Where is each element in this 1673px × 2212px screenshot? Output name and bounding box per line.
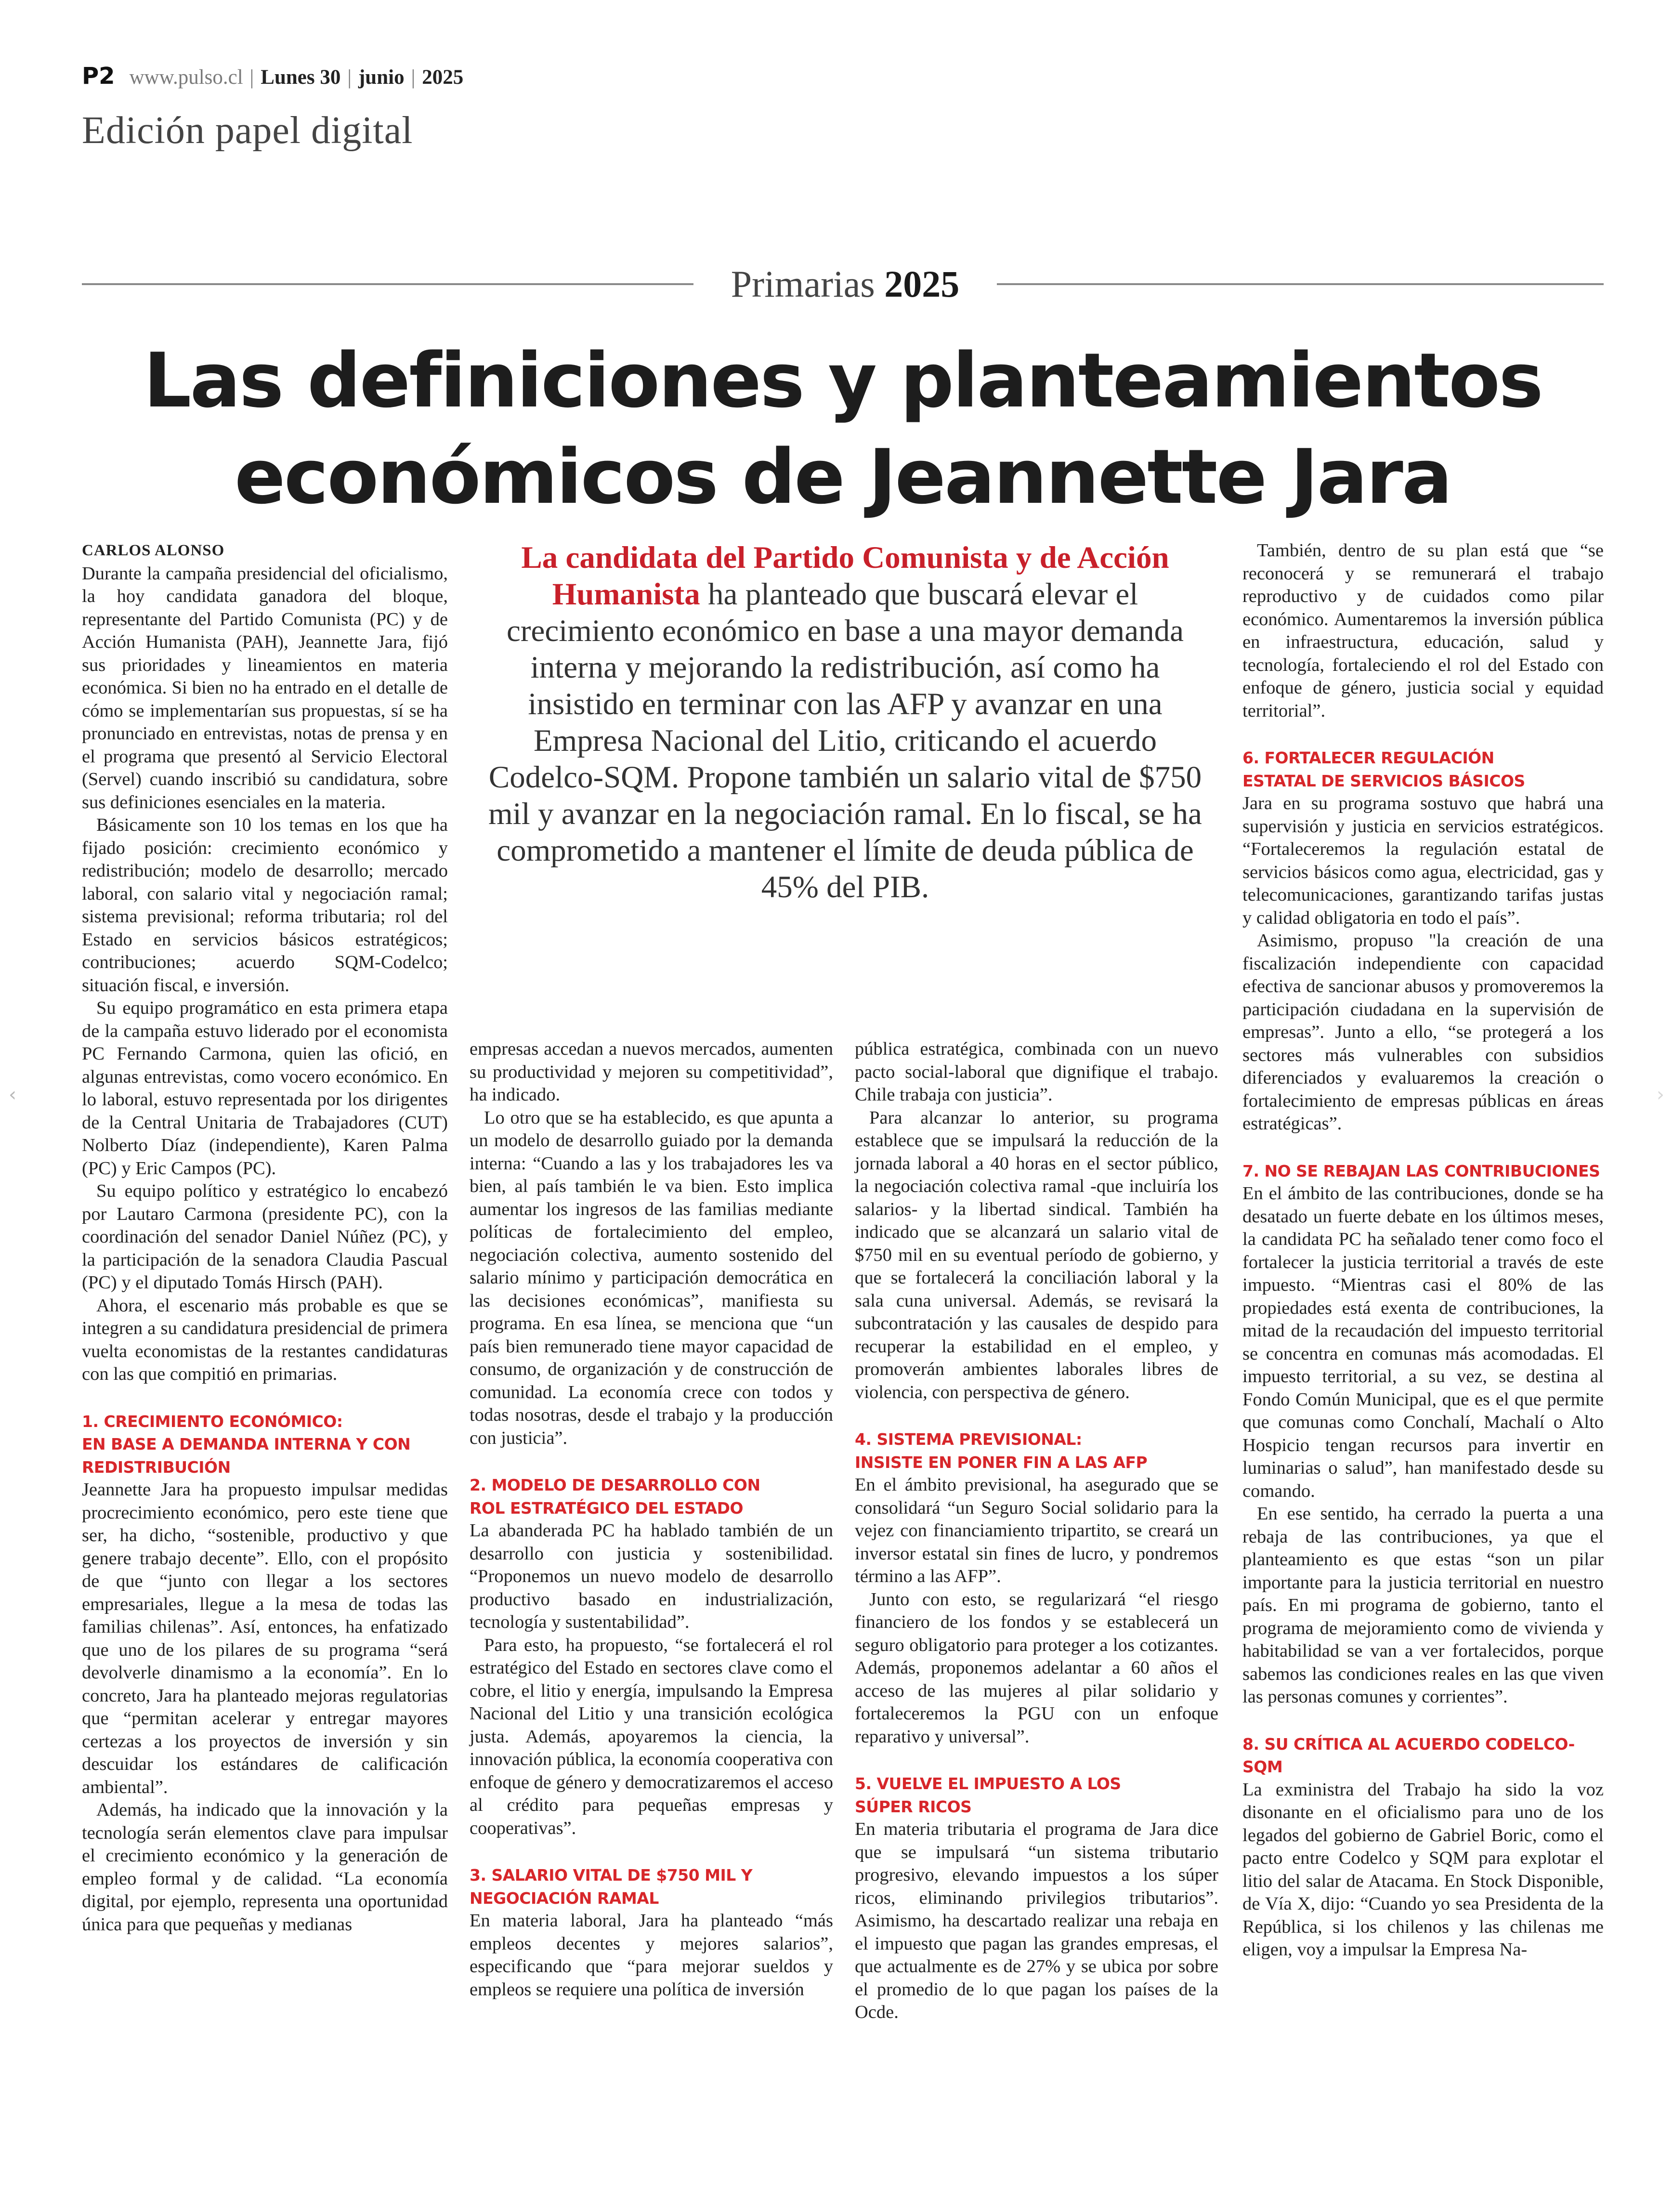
subheading-sistema-previsional [855,1428,1218,1474]
lede-highlight: La candidata del Partido Comunista y de Acción Humanista [521,540,1169,612]
site-url: www.pulso.cl [129,66,243,89]
subheading-line: 7. NO SE REBAJAN LAS CONTRIBUCIONES [1242,1161,1600,1180]
subheading-line: 4. SISTEMA PREVISIONAL: [855,1430,1082,1449]
paragraph: Asimismo, propuso "la creación de una fiscalización independiente con capacidad efectiva de sancionar abusos y promoveremos la participación ciudadana en la supervisión de empresas”. Junto a ello, “se protegerá a los sectores más vulnerables con subsidios diferenciados y evaluaremos la creación o fortalecimiento de empresas públicas en áreas estratégicas”. [1242,930,1604,1134]
paragraph: Ahora, el escenario más probable es que se integren a su candidatura presidencial de primera vuelta economistas de la restantes candidaturas con las que compitió en primarias. [82,1295,448,1384]
subheading-line: 5. VUELVE EL IMPUESTO A LOS [855,1774,1121,1793]
paragraph: Jeannette Jara ha propuesto impulsar medidas procrecimiento económico, pero este tiene que ser, ha dicho, “sostenible, productivo y que genere trabajo decente”. Ello, con el propósito de que “junto con llegar a los sectores empresariales, llegue a la mesa de todas las familias chilenas”. Así, entonces, ha enfatizado que uno de los pilares de su programa “será devolverle dinamismo a la economía”. En lo concreto, Jara ha planteado mejoras regulatorias que “permitan acelerar y entregar mayores certezas a los proyectos de inversión y sin descuidar los estándares de calificación ambiental”. [82,1479,448,1797]
paragraph: Durante la campaña presidencial del oficialismo, la hoy candidata ganadora del bloque, representante del Partido Comunista (PC) y de Acción Humanista (PAH), Jeannette Jara, fijó sus prioridades y lineamientos en materia económica. Si bien no ha entrado en el detalle de cómo se implementarían sus propuestas, sí se ha pronunciado en entrevistas, notas de prensa y en el programa que presentó al Servicio Electoral (Servel) cuando inscribió su candidatura, sobre sus definiciones esenciales en la materia. [82,563,448,812]
subheading-salario-vital [470,1864,833,1910]
paragraph: En el ámbito previsional, ha asegurado que se consolidará “un Seguro Social solidario para la vejez con financiamiento tripartito, se creará un inversor estatal sin fines de lucro, y pondremos término a las AFP”. [855,1475,1218,1586]
paragraph: En ese sentido, ha cerrado la puerta a una rebaja de las contribuciones, ya que el planteamiento es que estas “son un pilar importante para la justicia territorial en nuestro país. En mi programa de gobierno, tanto el programa de mejoramiento como de vivienda y habitabilidad se van a ver fortalecidos, porque sabemos las condiciones reales en las que viven las personas comunes y corrientes”. [1242,1504,1604,1707]
subheading-line: SÚPER RICOS [855,1797,972,1816]
page-number: P2 [82,63,115,90]
paragraph: En el ámbito de las contribuciones, donde se ha desatado un fuerte debate en los últimos meses, la candidata PC ha señalado tener como foco el fortalecer la justicia territorial a través de este impuesto. “Mientras casi el 80% de las propiedades está exenta de contribuciones, la mitad de la recaudación del impuesto territorial se concentra en comunas más acomodadas. El impuesto territorial, a su vez, se destina al Fondo Común Municipal, que es el que permite que comunas como Conchalí, Machalí o Alto Hospicio tengan recursos para invertir en luminarias o salud”, han manifestado desde su comando. [1242,1183,1604,1501]
subheading-codelco-sqm [1242,1733,1604,1779]
subheading-line: ROL ESTRATÉGICO DEL ESTADO [470,1498,744,1518]
article-column-2 [470,1038,833,2001]
paragraph: Junto con esto, se regularizará “el riesgo financiero de los fondos y se establecerá un seguro obligatorio para proteger a los cotizantes. Además, proponemos adelantar a 60 años el acceso de las mujeres al pilar solidario y fortaleceremos la PGU con un enfoque reparativo y universal”. [855,1589,1218,1747]
section-year: 2025 [884,263,960,305]
paragraph: Para alcanzar lo anterior, su programa establece que se impulsará la reducción de la jornada laboral a 40 horas en el sector público, la negociación colectiva ramal -que incluiría los salarios- y la libertad sindical. También ha indicado que se alcanzará un salario vital de $750 mil en su eventual período de gobierno, y que se fortalecerá la conciliación laboral y la sala cuna universal. Además, se revisará la subcontratación y las causales de despido para recuperar la estabilidad en el empleo, y promoverán ambientes laborales libres de violencia, con perspectiva de género. [855,1107,1218,1402]
paragraph: En materia tributaria el programa de Jara dice que se impulsará “un sistema tributario progresivo, elevando impuestos a los súper ricos, eliminando privilegios tributarios”. Asimismo, ha descartado realizar una rebaja en el impuesto que pagan las grandes empresas, el que actualmente es de 27% y se ubica por sobre el promedio de lo que pagan los países de la Ocde. [855,1819,1218,2022]
subheading-crecimiento [82,1410,448,1479]
date-year: 2025 [422,66,464,89]
article-column-1 [82,539,448,1936]
section-rule-left [82,283,693,285]
subheading-line: 8. SU CRÍTICA AL ACUERDO CODELCO-SQM [1242,1734,1575,1776]
divider: | [347,66,352,89]
subheading-line: 2. MODELO DE DESARROLLO CON [470,1476,760,1494]
paragraph: Jara en su programa sostuvo que habrá una supervisión y justicia en servicios estratégicos. “Fortaleceremos la regulación estatal de servicios básicos como agua, electricidad, gas y telecomunicaciones, garantizando tarifas justas y calidad obligatoria en todo el país”. [1242,793,1604,928]
subheading-line: 3. SALARIO VITAL DE $750 MIL Y [470,1866,753,1885]
previous-page-arrow[interactable]: ‹ [9,1084,16,1106]
next-page-arrow[interactable]: › [1657,1084,1664,1106]
subheading-line: INSISTE EN PONER FIN A LAS AFP [855,1453,1148,1472]
article-column-3 [855,1038,1218,2024]
subheading-line: 1. CRECIMIENTO ECONÓMICO: [82,1412,343,1431]
date-day: Lunes 30 [261,66,341,89]
lede [486,539,1204,905]
paragraph: Además, ha indicado que la innovación y la tecnología serán elementos clave para impulsar el crecimiento económico y la generación de empleo formal y de calidad. “La economía digital, por ejemplo, representa una oportunidad única para que pequeñas y medianas [82,1800,448,1935]
byline: CARLOS ALONSO [82,542,225,559]
divider: | [411,66,416,89]
section-label [698,262,992,306]
paragraph: Para esto, ha propuesto, “se fortalecerá el rol estratégico del Estado en sectores clave como el cobre, el litio y energía, impulsando la Empresa Nacional del Litio y una transición ecológica justa. Además, apoyaremos la ciencia, la innovación pública, la economía cooperativa con enfoque de género y democratizaremos el acceso al crédito para pequeñas empresas y cooperativas”. [470,1635,833,1838]
section-header [82,262,1604,306]
subheading-line: EN BASE A DEMANDA INTERNA Y CON [82,1435,411,1453]
article-column-4 [1242,539,1604,1962]
paragraph: Su equipo político y estratégico lo encabezó por Lautaro Carmona (presidente PC), con la coordinación del senador Daniel Núñez (PC), y la participación de la senadora Claudia Pascual (PC) y el diputado Tomás Hirsch (PAH). [82,1181,448,1293]
subheading-line: ESTATAL DE SERVICIOS BÁSICOS [1242,771,1525,790]
subheading-line: 6. FORTALECER REGULACIÓN [1242,748,1494,767]
subheading-line: NEGOCIACIÓN RAMAL [470,1888,659,1908]
subheading-servicios-basicos [1242,746,1604,792]
paragraph: Su equipo programático en esta primera etapa de la campaña estuvo liderado por el economista PC Fernando Carmona, quien las ofició, en algunas entrevistas, como vocero económico. En lo laboral, estuvo representada por los dirigentes de la Central Unitaria de Trabajadores (CUT) Nolberto Díaz (independiente), Karen Palma (PC) y Eric Campos (PC). [82,998,448,1178]
subheading-contribuciones [1242,1160,1604,1183]
headline: Las definiciones y planteamientos económicos de Jeannette Jara [144,337,1542,521]
subheading-line: REDISTRIBUCIÓN [82,1457,231,1477]
paragraph: Lo otro que se ha establecido, es que apunta a un modelo de desarrollo guiado por la demanda interna: “Cuando a las y los trabajadores les va bien, al país también le va bien. Esto implica aumentar los ingresos de las familias mediante políticas de fortalecimiento del empleo, negociación colectiva, aumento sostenido del salario mínimo y participación democrática en las decisiones económicas”, manifiesta su programa. En esa línea, se menciona que “un país bien remunerado tiene mayor capacidad de consumo, de organización y de construcción de comunidad. La economía crece con todos y todas nosotras, desde el trabajo y la producción con justicia”. [470,1107,833,1448]
paragraph: La exministra del Trabajo ha sido la voz disonante en el oficialismo para uno de los legados del gobierno de Gabriel Boric, como el pacto entre Codelco y SQM para explotar el litio del salar de Atacama. En Stock Disponible, de Vía X, dijo: “Cuando yo sea Presidenta de la República, si los chilenos y las chilenas me eligen, voy a impulsar la Empresa Na- [1242,1779,1604,1960]
subheading-impuesto-super-ricos [855,1772,1218,1818]
lede-text: ha planteado que buscará elevar el crecimiento económico en base a una mayor demanda interna y mejorando la redistribución, así como ha insistido en terminar con las AFP y avanzar en una Empresa Nacional del Litio, criticando el acuerdo Codelco-SQM. Propone también un salario vital de $750 mil y avanzar en la negociación ramal. En lo fiscal, se ha comprometido a mantener el límite de deuda pública de 45% del PIB. [488,577,1202,904]
section-name: Primarias [731,263,875,305]
paragraph: pública estratégica, combinada con un nuevo pacto social-laboral que dignifique el trabajo. Chile trabaja con justicia”. [855,1039,1218,1105]
paragraph: empresas accedan a nuevos mercados, aumenten su productividad y mejoren su competitividad”, ha indicado. [470,1039,833,1105]
divider: | [249,66,254,89]
paragraph: También, dentro de su plan está que “se reconocerá y se remunerará el trabajo reproductivo y de cuidados como pilar económico. Aumentaremos la inversión pública en infraestructura, educación, salud y tecnología, fortaleciendo el rol del Estado con enfoque de género, justicia social y equidad territorial”. [1242,540,1604,721]
page-header [82,63,1604,173]
section-rule-right [997,283,1604,285]
paragraph: En materia laboral, Jara ha planteado “más empleos decentes y mejores salarios”, especificando que “para mejorar sueldos y empleos se requiere una política de inversión [470,1911,833,2000]
folio-line [82,63,1604,90]
subheading-modelo-desarrollo [470,1474,833,1519]
paragraph: Básicamente son 10 los temas en los que ha fijado posición: crecimiento económico y redistribución; modelo de desarrollo; mercado laboral, con salario vital y negociación ramal; sistema previsional; reforma tributaria; rol del Estado en servicios básicos estratégicos; contribuciones; acuerdo SQM-Codelco; situación fiscal, e inversión. [82,815,448,995]
paragraph: La abanderada PC ha hablado también de un desarrollo con justicia y sostenibilidad. “Proponemos un nuevo modelo de desarrollo productivo basado en industrialización, tecnología y sustentabilidad”. [470,1520,833,1632]
date-month: junio [358,66,405,89]
edition-label: Edición papel digital [82,109,413,152]
